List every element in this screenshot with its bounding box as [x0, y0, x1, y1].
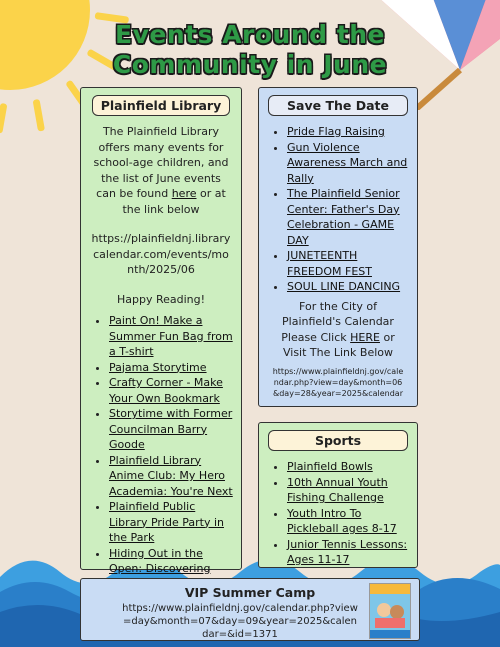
vip-camp-section	[80, 578, 420, 641]
list-item	[109, 406, 235, 453]
vip-camp-url: https://www.plainfieldnj.gov/calendar.php?view=day&month=07&day=09&year=2025&calendar=&id=1371	[122, 603, 358, 640]
library-url: https://plainfieldnj.librarycalendar.com/events/month/2025/06	[91, 232, 231, 276]
camp-flyer-thumbnail	[369, 583, 411, 639]
event-link[interactable]: Plainfield Library Anime Club: My Hero Academia: You're Next	[109, 453, 233, 498]
city-calendar-here-link[interactable]: HERE	[350, 330, 380, 344]
list-item	[109, 499, 235, 546]
page-title	[0, 20, 500, 80]
event-link[interactable]: Pajama Storytime	[109, 360, 207, 374]
event-link[interactable]: Storytime with Former Councilman Barry Goode	[109, 407, 233, 451]
list-item	[287, 537, 411, 568]
list-item	[287, 475, 411, 506]
library-events-list	[81, 313, 241, 592]
event-link[interactable]: JUNETEENTH FREEDOM FEST	[287, 249, 372, 278]
sun-ray	[0, 103, 7, 134]
title-line: Community in June	[112, 50, 388, 79]
list-item	[109, 360, 235, 376]
library-sign-off: Happy Reading!	[116, 292, 206, 306]
list-item	[287, 279, 411, 295]
event-link[interactable]: Youth Intro To Pickleball ages 8-17	[287, 506, 397, 535]
list-item	[109, 375, 235, 406]
event-link[interactable]: Hiding Out in the Open: Discovering	[109, 546, 211, 575]
sun-ray	[33, 99, 45, 132]
library-intro: The Plainfield Library offers many events for school-age children, and the list of June events can be found here or at the link below	[93, 125, 229, 216]
list-item	[287, 186, 411, 248]
list-item	[287, 248, 411, 279]
event-link[interactable]: Plainfield Bowls	[287, 460, 373, 473]
vip-camp-title: VIP Summer Camp	[184, 585, 316, 600]
sports-list	[259, 459, 417, 568]
city-calendar-url: https://www.plainfieldnj.gov/calendar.php?view=day&month=06&day=28&year=2025&calendar	[272, 366, 404, 398]
save-the-date-list	[259, 124, 417, 295]
list-item	[287, 506, 411, 537]
list-item	[109, 453, 235, 500]
event-link[interactable]: SOUL LINE DANCING	[287, 280, 401, 293]
title-line: Events Around the	[115, 20, 385, 49]
event-link[interactable]: 10th Annual Youth Fishing Challenge	[287, 475, 388, 504]
list-item	[287, 140, 411, 187]
save-the-date-heading: Save The Date	[268, 95, 408, 116]
city-calendar-note: For the City of Plainfield's Calendar Please Click HERE or Visit The Link Below	[281, 299, 395, 359]
library-heading: Plainfield Library	[92, 95, 230, 116]
event-link[interactable]: Crafty Corner - Make Your Own Bookmark	[109, 376, 223, 405]
list-item	[287, 459, 411, 475]
event-link[interactable]: Pride Flag Raising	[287, 125, 385, 138]
event-link[interactable]: Plainfield Public Library Pride Party in the Park	[109, 500, 224, 544]
event-link[interactable]: Paint On! Make a Summer Fun Bag from a T-shirt	[109, 314, 233, 358]
list-item	[109, 313, 235, 360]
library-section	[80, 87, 242, 575]
list-item	[287, 124, 411, 140]
save-the-date-section	[258, 87, 418, 407]
library-here-link[interactable]: here	[171, 187, 197, 200]
event-link[interactable]: The Plainfield Senior Center: Father's Day Celebration - GAME DAY	[287, 187, 400, 247]
camp-flyer-image	[370, 584, 410, 638]
event-link[interactable]: Gun Violence Awareness March and Rally	[287, 140, 408, 185]
sports-heading: Sports	[268, 430, 408, 451]
event-link[interactable]: Junior Tennis Lessons: Ages 11-17	[287, 537, 408, 566]
sports-section	[258, 422, 418, 568]
